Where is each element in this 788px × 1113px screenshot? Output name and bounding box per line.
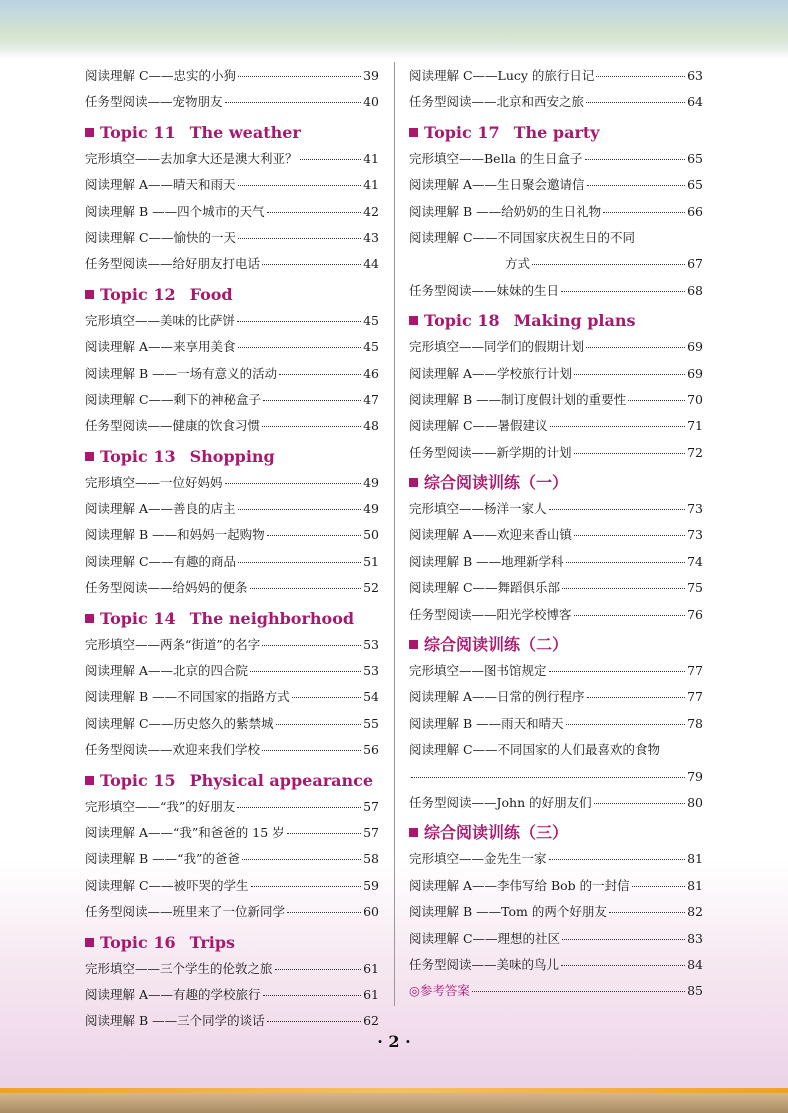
square-bullet-icon [409, 640, 418, 649]
entry-title: 阅读理解 C——历史悠久的紫禁城 [85, 715, 274, 731]
entry-title: 完形填空——同学们的假期计划 [409, 339, 585, 355]
entry-title: 阅读理解 A——“我”和爸爸的 15 岁 [85, 824, 285, 840]
dot-leader [292, 697, 361, 698]
toc-entry[interactable] [85, 496, 379, 522]
entry-page-number: 39 [363, 68, 379, 83]
entry-title: 阅读理解 A——北京的四合院 [85, 663, 249, 679]
topic-heading [85, 282, 379, 308]
entry-title: 阅读理解 A——李伟写给 Bob 的一封信 [409, 877, 630, 893]
entry-title: 阅读理解 B ——制订度假计划的重要性 [409, 391, 627, 407]
dot-leader [250, 671, 361, 672]
entry-page-number: 72 [687, 444, 703, 460]
entry-title: 阅读理解 B ——四个城市的天气 [85, 203, 265, 219]
entry-page-number: 55 [363, 715, 379, 731]
dot-leader [237, 807, 361, 808]
entry-page-number: 53 [363, 636, 379, 652]
dot-leader [263, 995, 362, 996]
entry-page-number: 70 [687, 391, 703, 407]
dot-leader [262, 645, 361, 646]
dot-leader [238, 562, 361, 563]
entry-title: 完形填空——杨洋一家人 [409, 501, 547, 517]
toc-entry[interactable] [85, 873, 379, 899]
section-name: 综合阅读训练（三） [424, 823, 569, 843]
section-heading [409, 820, 703, 846]
entry-page-number: 69 [687, 339, 703, 355]
square-bullet-icon [85, 938, 94, 947]
dot-leader [574, 535, 685, 536]
toc-entry[interactable] [409, 522, 703, 548]
entry-title: 任务型阅读——宠物朋友 [85, 94, 223, 110]
entry-title: 阅读理解 A——来享用美食 [85, 339, 236, 355]
entry-page-number: 67 [687, 256, 703, 272]
toc-entry[interactable] [409, 387, 703, 413]
entry-title: 阅读理解 C——不同国家庆祝生日的不同 [409, 229, 636, 245]
entry-page-number: 71 [687, 418, 703, 434]
toc-entry[interactable] [409, 496, 703, 522]
toc-entry[interactable] [85, 251, 379, 277]
dot-leader [262, 750, 361, 751]
entry-title: 阅读理解 A——生日聚会邀请信 [409, 177, 585, 193]
entry-title: 阅读理解 B ——Tom 的两个好朋友 [409, 904, 607, 920]
dot-leader [238, 185, 362, 186]
entry-title: 完形填空——一位好妈妈 [85, 474, 223, 490]
square-bullet-icon [85, 452, 94, 461]
entry-page-number: 61 [363, 960, 379, 976]
entry-title: 阅读理解 C——愉快的一天 [85, 229, 237, 245]
dot-leader [242, 859, 361, 860]
dot-leader [609, 912, 685, 913]
toc-entry[interactable] [85, 956, 379, 982]
entry-title: 阅读理解 C——有趣的商品 [85, 553, 237, 569]
square-bullet-icon [85, 776, 94, 785]
topic-name: Making plans [513, 311, 636, 331]
dot-leader [279, 374, 361, 375]
entry-page-number: 45 [363, 312, 379, 328]
toc-entry[interactable] [85, 820, 379, 846]
entry-title: 阅读理解 C——被吓哭的学生 [85, 877, 249, 893]
toc-entry[interactable] [409, 926, 703, 952]
topic-number: Topic 13 [100, 446, 176, 466]
toc-entry[interactable] [85, 632, 379, 658]
page-number: · 2 · [377, 1032, 411, 1051]
dot-leader [562, 939, 685, 940]
square-bullet-icon [409, 828, 418, 837]
dot-leader [263, 400, 361, 401]
entry-page-number: 53 [363, 663, 379, 679]
entry-page-number: 41 [363, 150, 379, 166]
dot-leader [276, 724, 362, 725]
footer-image [0, 1093, 788, 1113]
toc-entry[interactable] [85, 89, 379, 115]
toc-entry[interactable] [85, 63, 379, 89]
topic-number: Topic 15 [100, 770, 176, 790]
dot-leader [549, 509, 686, 510]
dot-leader [574, 374, 685, 375]
entry-page-number: 43 [363, 229, 379, 245]
entry-page-number: 44 [363, 256, 379, 272]
dot-leader [287, 912, 361, 913]
entry-page-number: 62 [363, 1013, 379, 1029]
dot-leader [238, 347, 362, 348]
toc-entry[interactable] [85, 470, 379, 496]
dot-leader [225, 102, 362, 103]
entry-page-number: 76 [687, 606, 703, 622]
toc-entry-line[interactable] [409, 225, 703, 251]
entry-page-number: 42 [363, 203, 379, 219]
dot-leader [251, 886, 362, 887]
toc-entry[interactable] [85, 146, 379, 172]
entry-title: 方式 [505, 256, 531, 272]
dot-leader [594, 803, 685, 804]
entry-title: 任务型阅读——欢迎来我们学校 [85, 742, 261, 758]
dot-leader [585, 159, 686, 160]
entry-page-number: 65 [687, 177, 703, 193]
entry-title: 阅读理解 C——剩下的神秘盒子 [85, 391, 262, 407]
topic-name: Shopping [189, 446, 275, 466]
entry-title: 阅读理解 A——晴天和雨天 [85, 177, 236, 193]
square-bullet-icon [85, 290, 94, 299]
entry-title: 任务型阅读——给妈妈的便条 [85, 580, 248, 596]
toc-entry[interactable] [85, 794, 379, 820]
dot-leader [603, 212, 685, 213]
topic-heading [85, 606, 379, 632]
toc-entry[interactable] [85, 684, 379, 710]
dot-leader [411, 777, 685, 778]
entry-title: 完形填空——“我”的好朋友 [85, 798, 236, 814]
toc-entry[interactable] [85, 575, 379, 601]
entry-title: ◎参考答案 [409, 983, 470, 999]
dot-leader [561, 965, 685, 966]
toc-entry[interactable] [409, 361, 703, 387]
entry-page-number: 73 [687, 501, 703, 517]
square-bullet-icon [85, 614, 94, 623]
toc-entry[interactable] [85, 982, 379, 1008]
entry-title: 阅读理解 C——不同国家的人们最喜欢的食物 [409, 742, 661, 758]
entry-page-number: 64 [687, 94, 703, 110]
toc-entry[interactable] [85, 522, 379, 548]
dot-leader [287, 833, 361, 834]
section-heading [409, 632, 703, 658]
dot-leader [628, 400, 685, 401]
entry-title: 任务型阅读——美味的鸟儿 [409, 956, 560, 972]
topic-number: Topic 18 [424, 311, 500, 331]
toc-entry[interactable] [409, 89, 703, 115]
dot-leader [550, 426, 686, 427]
entry-title: 阅读理解 C——舞蹈俱乐部 [409, 580, 561, 596]
entry-title: 完形填空——去加拿大还是澳大利亚？ [85, 150, 298, 166]
toc-entry[interactable] [409, 790, 703, 816]
toc-entry[interactable] [409, 199, 703, 225]
entry-page-number: 54 [363, 689, 379, 705]
entry-page-number: 77 [687, 689, 703, 705]
dot-leader [549, 671, 686, 672]
entry-title: 完形填空——美味的比萨饼 [85, 312, 236, 328]
entry-page-number: 79 [687, 768, 703, 784]
dot-leader [596, 76, 685, 77]
entry-title: 完形填空——图书馆规定 [409, 663, 547, 679]
entry-page-number: 52 [363, 580, 379, 596]
square-bullet-icon [409, 128, 418, 137]
dot-leader [267, 1021, 361, 1022]
dot-leader [238, 238, 361, 239]
toc-entry[interactable] [85, 334, 379, 360]
dot-leader [632, 886, 685, 887]
section-name: 综合阅读训练（一） [424, 473, 569, 493]
entry-title: 阅读理解 A——有趣的学校旅行 [85, 986, 261, 1002]
dot-leader [587, 185, 686, 186]
entry-page-number: 47 [363, 391, 379, 407]
topic-number: Topic 11 [100, 122, 176, 142]
dot-leader [267, 535, 361, 536]
toc-entry[interactable] [409, 278, 703, 304]
toc-entry[interactable] [409, 899, 703, 925]
entry-page-number: 66 [687, 203, 703, 219]
dot-leader [574, 615, 686, 616]
dot-leader [586, 347, 685, 348]
dot-leader [587, 697, 686, 698]
entry-page-number: 61 [363, 986, 379, 1002]
toc-entry[interactable] [85, 1008, 379, 1034]
topic-name: Food [189, 284, 233, 304]
toc-entry[interactable] [409, 549, 703, 575]
topic-heading [85, 768, 379, 794]
entry-page-number: 81 [687, 851, 703, 867]
toc-entry[interactable] [85, 308, 379, 334]
dot-leader [566, 724, 685, 725]
square-bullet-icon [85, 128, 94, 137]
entry-title: 阅读理解 B ——雨天和晴天 [409, 715, 564, 731]
toc-entry[interactable] [409, 440, 703, 466]
entry-title: 阅读理解 B ——给奶奶的生日礼物 [409, 203, 602, 219]
section-name: 综合阅读训练（二） [424, 635, 569, 655]
toc-entry[interactable] [409, 684, 703, 710]
dot-leader [262, 426, 361, 427]
toc-entry[interactable] [85, 711, 379, 737]
entry-page-number: 78 [687, 715, 703, 731]
entry-page-number: 40 [363, 94, 379, 110]
toc-entry[interactable] [85, 549, 379, 575]
entry-page-number: 69 [687, 365, 703, 381]
toc-entry[interactable] [409, 846, 703, 872]
entry-title: 阅读理解 C——理想的社区 [409, 930, 561, 946]
entry-page-number: 57 [363, 798, 379, 814]
entry-title: 任务型阅读——新学期的计划 [409, 444, 572, 460]
entry-page-number: 83 [687, 930, 703, 946]
toc-entry[interactable] [85, 899, 379, 925]
entry-title: 任务型阅读——北京和西安之旅 [409, 94, 585, 110]
toc-entry[interactable] [409, 251, 703, 277]
entry-page-number: 82 [687, 904, 703, 920]
dot-leader [275, 969, 362, 970]
entry-page-number: 85 [687, 983, 703, 999]
entry-page-number: 57 [363, 824, 379, 840]
toc-entry[interactable] [85, 172, 379, 198]
entry-title: 完形填空——两条“街道”的名字 [85, 636, 261, 652]
entry-title: 阅读理解 B ——地理新学科 [409, 553, 564, 569]
entry-page-number: 45 [363, 339, 379, 355]
toc-entry[interactable] [409, 711, 703, 737]
entry-page-number: 81 [687, 877, 703, 893]
entry-title: 完形填空——Bella 的生日盒子 [409, 150, 583, 166]
dot-leader [472, 991, 685, 992]
topic-heading [409, 120, 703, 146]
dot-leader [562, 588, 685, 589]
dot-leader [262, 264, 361, 265]
entry-page-number: 58 [363, 851, 379, 867]
topic-number: Topic 12 [100, 284, 176, 304]
header-background [0, 0, 788, 58]
dot-leader [238, 509, 362, 510]
entry-page-number: 73 [687, 527, 703, 543]
entry-title: 阅读理解 C——Lucy 的旅行日记 [409, 68, 595, 83]
entry-title: 任务型阅读——妹妹的生日 [409, 282, 560, 298]
entry-title: 任务型阅读——健康的饮食习惯 [85, 418, 261, 434]
entry-page-number: 41 [363, 177, 379, 193]
topic-heading [409, 308, 703, 334]
dot-leader [532, 264, 685, 265]
entry-page-number: 50 [363, 527, 379, 543]
entry-page-number: 49 [363, 474, 379, 490]
toc-entry[interactable] [409, 764, 703, 790]
toc-column-left [85, 63, 379, 1035]
entry-page-number: 80 [687, 794, 703, 810]
entry-title: 任务型阅读——阳光学校博客 [409, 606, 572, 622]
topic-number: Topic 14 [100, 608, 176, 628]
topic-heading [85, 930, 379, 956]
dot-leader [561, 291, 685, 292]
topic-heading [85, 444, 379, 470]
toc-entry[interactable] [85, 387, 379, 413]
entry-page-number: 77 [687, 663, 703, 679]
answer-key-entry[interactable] [409, 978, 703, 1004]
toc-entry[interactable] [409, 873, 703, 899]
entry-page-number: 65 [687, 150, 703, 166]
dot-leader [300, 159, 362, 160]
topic-name: The neighborhood [189, 608, 355, 628]
toc-entry[interactable] [409, 334, 703, 360]
toc-column-right [409, 63, 703, 1005]
toc-entry[interactable] [85, 225, 379, 251]
entry-title: 阅读理解 B ——一场有意义的活动 [85, 365, 278, 381]
dot-leader [237, 321, 361, 322]
entry-title: 阅读理解 A——善良的店主 [85, 501, 236, 517]
square-bullet-icon [409, 316, 418, 325]
toc-entry[interactable] [409, 575, 703, 601]
entry-page-number: 56 [363, 742, 379, 758]
entry-title: 阅读理解 B ——“我”的爸爸 [85, 851, 240, 867]
entry-page-number: 60 [363, 904, 379, 920]
toc-entry[interactable] [85, 199, 379, 225]
toc-entry[interactable] [409, 63, 703, 89]
entry-title: 任务型阅读——班里来了一位新同学 [85, 904, 286, 920]
entry-page-number: 84 [687, 956, 703, 972]
toc-entry[interactable] [85, 361, 379, 387]
toc-entry[interactable] [409, 602, 703, 628]
toc-entry[interactable] [409, 413, 703, 439]
dot-leader [566, 562, 685, 563]
toc-entry[interactable] [409, 952, 703, 978]
dot-leader [549, 859, 686, 860]
toc-entry[interactable] [409, 146, 703, 172]
toc-entry-line[interactable] [409, 737, 703, 763]
topic-name: Trips [189, 932, 236, 952]
dot-leader [267, 212, 361, 213]
toc-entry[interactable] [85, 658, 379, 684]
topic-name: The weather [189, 122, 301, 142]
dot-leader [225, 483, 362, 484]
entry-page-number: 68 [687, 282, 703, 298]
toc-entry[interactable] [85, 737, 379, 763]
entry-title: 阅读理解 B ——三个同学的谈话 [85, 1013, 265, 1029]
entry-page-number: 74 [687, 553, 703, 569]
entry-title: 阅读理解 A——欢迎来香山镇 [409, 527, 573, 543]
topic-heading [85, 120, 379, 146]
entry-page-number: 63 [687, 68, 703, 83]
dot-leader [250, 588, 362, 589]
entry-title: 完形填空——三个学生的伦敦之旅 [85, 960, 273, 976]
toc-entry[interactable] [85, 413, 379, 439]
entry-page-number: 48 [363, 418, 379, 434]
topic-number: Topic 17 [424, 122, 500, 142]
entry-page-number: 75 [687, 580, 703, 596]
entry-title: 阅读理解 C——忠实的小狗 [85, 68, 237, 83]
entry-page-number: 59 [363, 877, 379, 893]
entry-title: 阅读理解 A——学校旅行计划 [409, 365, 573, 381]
section-heading [409, 470, 703, 496]
entry-page-number: 46 [363, 365, 379, 381]
topic-number: Topic 16 [100, 932, 176, 952]
topic-name: Physical appearance [189, 770, 374, 790]
square-bullet-icon [409, 478, 418, 487]
entry-title: 阅读理解 B ——和妈妈一起购物 [85, 527, 265, 543]
topic-name: The party [513, 122, 600, 142]
toc-entry[interactable] [409, 658, 703, 684]
dot-leader [574, 453, 686, 454]
dot-leader [586, 102, 685, 103]
toc-entry[interactable] [85, 846, 379, 872]
toc-entry[interactable] [409, 172, 703, 198]
entry-title: 阅读理解 B ——不同国家的指路方式 [85, 689, 290, 705]
column-divider [394, 62, 395, 1006]
entry-title: 任务型阅读——给好朋友打电话 [85, 256, 261, 272]
entry-title: 阅读理解 C——暑假建议 [409, 418, 548, 434]
entry-title: 阅读理解 A——日常的例行程序 [409, 689, 585, 705]
entry-page-number: 51 [363, 553, 379, 569]
dot-leader [238, 76, 361, 77]
entry-title: 完形填空——金先生一家 [409, 851, 547, 867]
entry-title: 任务型阅读——John 的好朋友们 [409, 794, 592, 810]
entry-page-number: 49 [363, 501, 379, 517]
